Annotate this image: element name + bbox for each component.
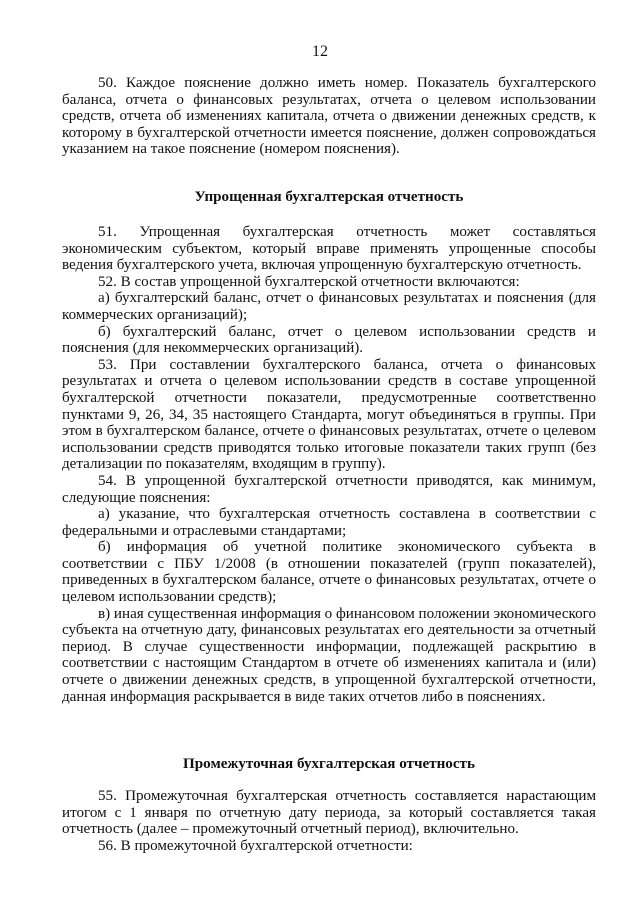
page-number: 12 [312,43,328,60]
paragraph-56: 56. В промежуточной бухгалтерской отчетности: [98,837,413,854]
paragraph-50: 50. Каждое пояснение должно иметь номер. Показатель бухгалтерского баланса, отчета о финансовых результатах, отчета о целевом использовании средств, отчета об изменениях капитала, отчета о движении денежных средств, к которому в бухгалтерской отчетности имеется пояснение, должен сопровождаться указанием на такое пояснение (номером пояснения). [62,75,596,158]
heading-interim-reporting [62,756,596,773]
heading-simplified-reporting [62,189,596,206]
section-heading: Промежуточная бухгалтерская отчетность [183,756,475,772]
paragraph-54-b: б) информация об учетной политике экономического субъекта в соответствии с ПБУ 1/2008 (в отношении показателей (групп показателей), приведенных в бухгалтерском балансе, отчете о финансовых результатах, отчете о целевом использовании средств); [62,539,596,606]
section-simplified-reporting [62,224,596,705]
paragraph-52-b: б) бухгалтерский баланс, отчет о целевом использовании средств и пояснения (для некоммерческих организаций). [62,323,596,357]
section-paragraph-50 [62,75,596,158]
paragraph-54-a: а) указание, что бухгалтерская отчетность составлена в соответствии с федеральными и отраслевыми стандартами; [62,506,596,539]
paragraph-52-a: а) бухгалтерский баланс, отчет о финансовых результатах и пояснения (для коммерческих организаций); [62,290,596,323]
section-heading: Упрощенная бухгалтерская отчетность [194,189,464,205]
paragraph-51: 51. Упрощенная бухгалтерская отчетность может составляться экономическим субъектом, который вправе применять упрощенные способы ведения бухгалтерского учета, включая упрощенную бухгалтерскую отчетность. [62,224,596,274]
paragraph-53: 53. При составлении бухгалтерского баланса, отчета о финансовых результатах и отчета о целевом использовании средств в составе упрощенной бухгалтерской отчетности показатели, предусмотренные соответственно пунктами 9, 26, 34, 35 настоящего Стандарта, могут объединяться в группы. При этом в бухгалтерском балансе, отчете о финансовых результатах, отчете о целевом использовании средств приводятся только итоговые показатели таких групп (без детализации по показателям, входящим в группу). [62,356,596,473]
paragraph-54: 54. В упрощенной бухгалтерской отчетности приводятся, как минимум, следующие пояснения: [62,472,596,506]
paragraph-54-c: в) иная существенная информация о финансовом положении экономического субъекта на отчетную дату, финансовых результатах его деятельности за отчетный период. В случае существенности информации, подлежащей раскрытию в соответствии с настоящим Стандартом в отчете об изменениях капитала и (или) отчете о движении денежных средств, в упрощенной бухгалтерской отчетности, данная информация раскрывается в виде таких отчетов либо в пояснениях. [62,605,597,705]
paragraph-52: 52. В состав упрощенной бухгалтерской отчетности включаются: [98,273,520,290]
section-interim-reporting [62,788,596,854]
paragraph-55: 55. Промежуточная бухгалтерская отчетность составляется нарастающим итогом с 1 января по отчетную дату периода, за который составляется такая отчетность (далее – промежуточный отчетный период), включительно. [62,788,596,838]
